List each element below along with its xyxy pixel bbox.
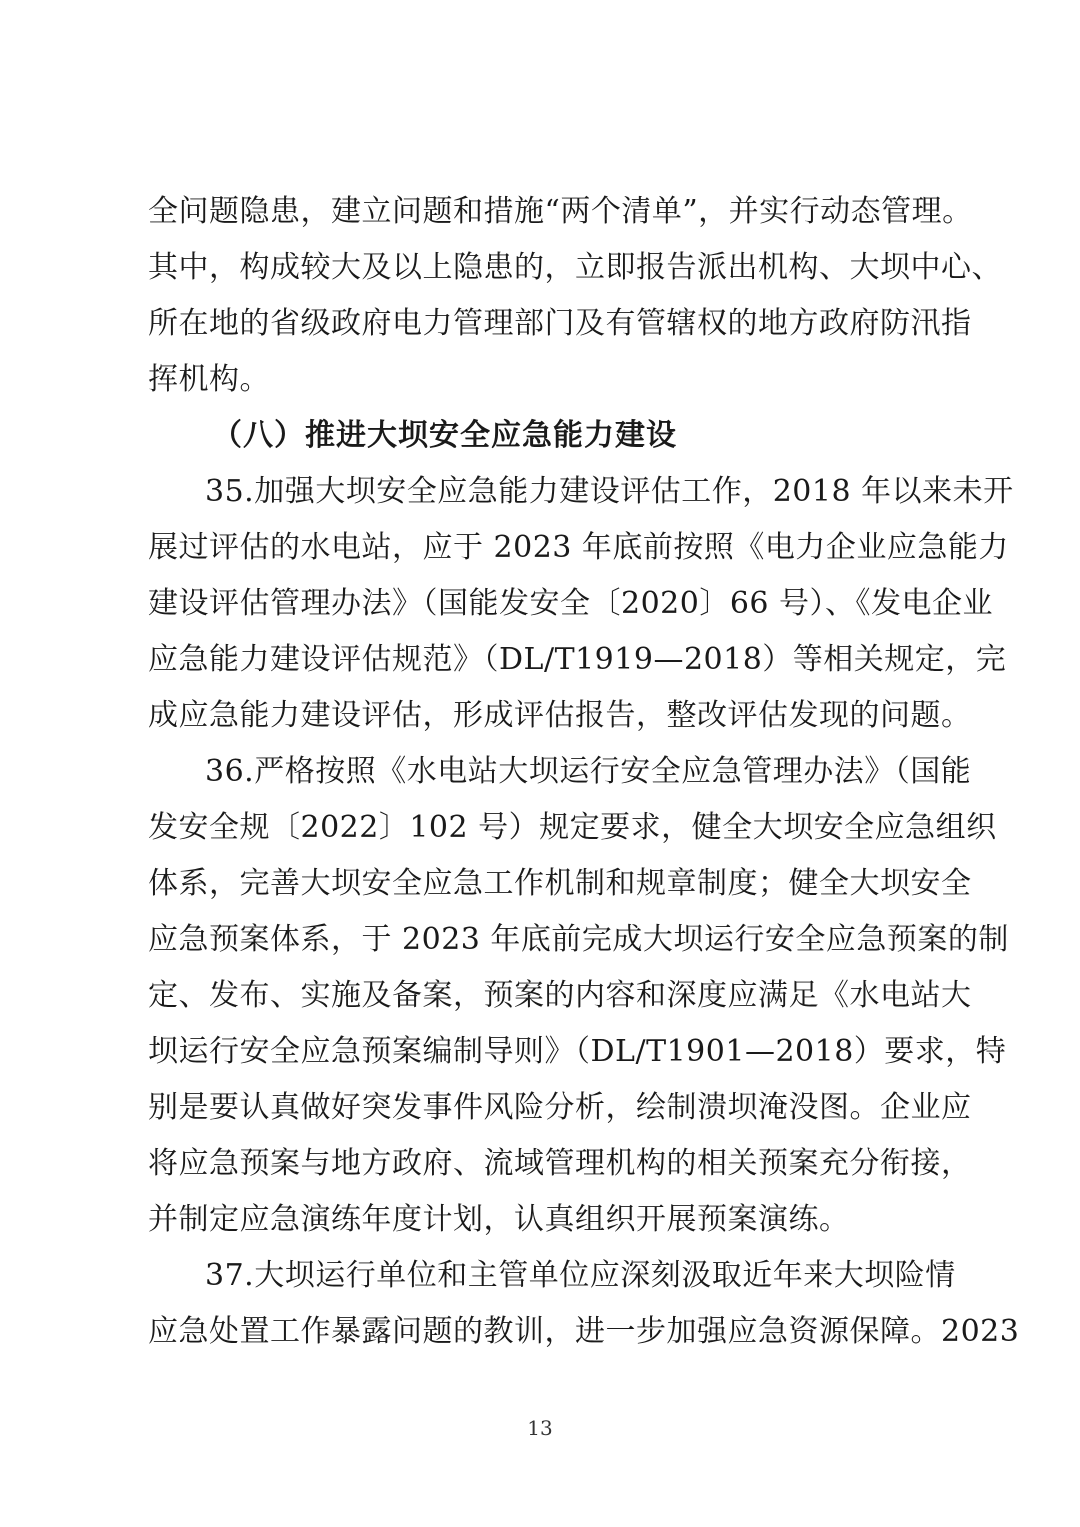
item-36-line: 将应急预案与地方政府、流域管理机构的相关预案充分衔接，	[148, 1146, 972, 1181]
page-number: 13	[527, 1416, 553, 1440]
paragraph-line: 全问题隐患，建立问题和措施“两个清单”，并实行动态管理。	[148, 194, 973, 229]
paragraph-line: 其中，构成较大及以上隐患的，立即报告派出机构、大坝中心、	[148, 250, 1002, 285]
item-35-line: 应急能力建设评估规范》（DL/T1919—2018）等相关规定，完	[148, 642, 1007, 677]
item-36-line: 体系，完善大坝安全应急工作机制和规章制度；健全大坝安全	[148, 866, 972, 901]
item-36-line: 36.严格按照《水电站大坝运行安全应急管理办法》（国能	[205, 754, 972, 789]
item-35-line: 展过评估的水电站，应于 2023 年底前按照《电力企业应急能力	[148, 530, 1009, 565]
section-heading: （八）推进大坝安全应急能力建设	[212, 418, 677, 453]
item-36-line: 别是要认真做好突发事件风险分析，绘制溃坝淹没图。企业应	[148, 1090, 972, 1125]
paragraph-line: 所在地的省级政府电力管理部门及有管辖权的地方政府防汛指	[148, 306, 972, 341]
item-37-line: 37.大坝运行单位和主管单位应深刻汲取近年来大坝险情	[205, 1258, 956, 1293]
item-36-line: 并制定应急演练年度计划，认真组织开展预案演练。	[148, 1202, 850, 1237]
item-36-line: 坝运行安全应急预案编制导则》（DL/T1901—2018）要求，特	[148, 1034, 1007, 1069]
item-37-line: 应急处置工作暴露问题的教训，进一步加强应急资源保障。2023	[148, 1314, 1020, 1349]
item-36-line: 应急预案体系，于 2023 年底前完成大坝运行安全应急预案的制	[148, 922, 1009, 957]
item-35-line: 成应急能力建设评估，形成评估报告，整改评估发现的问题。	[148, 698, 972, 733]
paragraph-line: 挥机构。	[148, 362, 270, 397]
item-36-line: 定、发布、实施及备案，预案的内容和深度应满足《水电站大	[148, 978, 972, 1013]
item-36-line: 发安全规〔2022〕102 号）规定要求，健全大坝安全应急组织	[148, 810, 997, 845]
item-35-line: 建设评估管理办法》（国能发安全〔2020〕66 号）、《发电企业	[148, 586, 994, 621]
item-35-line: 35.加强大坝安全应急能力建设评估工作，2018 年以来未开	[205, 474, 1014, 509]
